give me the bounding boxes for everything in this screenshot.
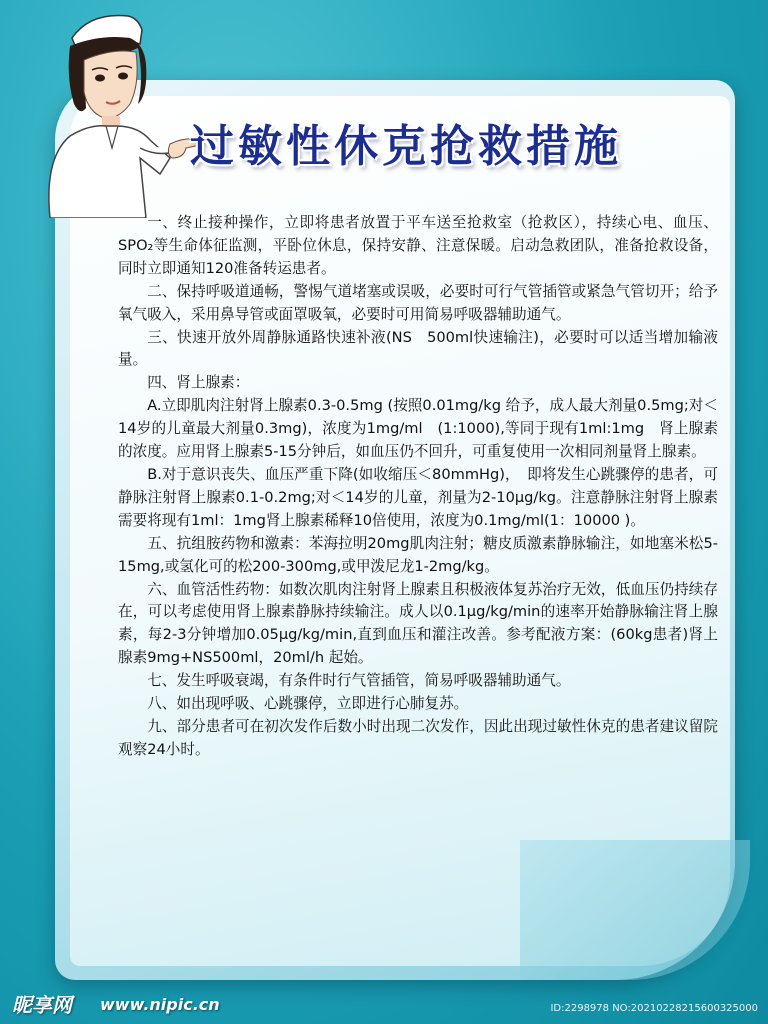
paragraph-1: 一、终止接种操作，立即将患者放置于平车送至抢救室（抢救区），持续心电、血压、SPO₂等生命体征监测，平卧位休息，保持安静、注意保暖。启动急救团队，准备抢救设备，同时立即通知120准备转运患者。: [118, 214, 718, 277]
page-title: 过敏性休克抢救措施: [190, 121, 622, 172]
paragraph-4a: A.立即肌肉注射肾上腺素0.3-0.5mg (按照0.01mg/kg 给予，成人最大剂量0.5mg;对＜14岁的儿童最大剂量0.3mg)，浓度为1mg/ml (1:1000),等同于现有1ml:1mg 肾上腺素的浓度。应用肾上腺素5-15分钟后，如血压仍不回升，可重复使用一次相同剂量肾上腺素。: [118, 397, 718, 461]
nurse-pointing-illustration: [20, 8, 210, 218]
paragraph-4: 四、肾上腺素：: [147, 374, 250, 392]
watermark-logo: 昵享网: [12, 993, 72, 1017]
paragraph-9: 九、部分患者可在初次发作后数小时出现二次发作，因此出现过敏性休克的患者建议留院观察24小时。: [118, 717, 718, 758]
document-body: [118, 212, 718, 762]
paragraph-8: 八、如出现呼吸、心跳骤停，立即进行心肺复苏。: [147, 695, 469, 713]
paragraph-6: 六、血管活性药物：如数次肌肉注射肾上腺素且积极液体复苏治疗无效，低血压仍持续存在，可以考虑使用肾上腺素静脉持续输注。成人以0.1μg/kg/min的速率开始静脉输注肾上腺素，每2-3分钟增加0.05μg/kg/min,直到血压和灌注改善。参考配液方案：(60kg患者)肾上腺素9mg+NS500ml，20ml/h 起始。: [118, 580, 718, 667]
paragraph-2: 二、保持呼吸道通畅，警惕气道堵塞或误吸，必要时可行气管插管或紧急气管切开；给予氧气吸入，采用鼻导管或面罩吸氧，必要时可用简易呼吸器辅助通气。: [118, 282, 718, 323]
image-id-text: ID:2298978 NO:20210228215600325000: [550, 1003, 758, 1014]
footer: [0, 984, 768, 1024]
paragraph-3: 三、快速开放外周静脉通路快速补液(NS 500ml快速输注)，必要时可以适当增加输液量。: [118, 328, 718, 369]
watermark-site: www.nipic.cn: [100, 995, 220, 1014]
paragraph-5: 五、抗组胺药物和激素：苯海拉明20mg肌肉注射；糖皮质激素静脉输注，如地塞米松5-15mg,或氢化可的松200-300mg,或甲泼尼龙1-2mg/kg。: [118, 534, 718, 575]
paragraph-4b: B.对于意识丧失、血压严重下降(如收缩压＜80mmHg)， 即将发生心跳骤停的患者，可静脉注射肾上腺素0.1-0.2mg;对＜14岁的儿童，剂量为2-10μg/kg。注意静脉注射肾上腺素需要将现有1ml：1mg肾上腺素稀释10倍使用，浓度为0.1mg/ml(1：10000 )。: [118, 465, 718, 529]
paragraph-7: 七、发生呼吸衰竭，有条件时行气管插管，简易呼吸器辅助通气。: [147, 672, 571, 690]
